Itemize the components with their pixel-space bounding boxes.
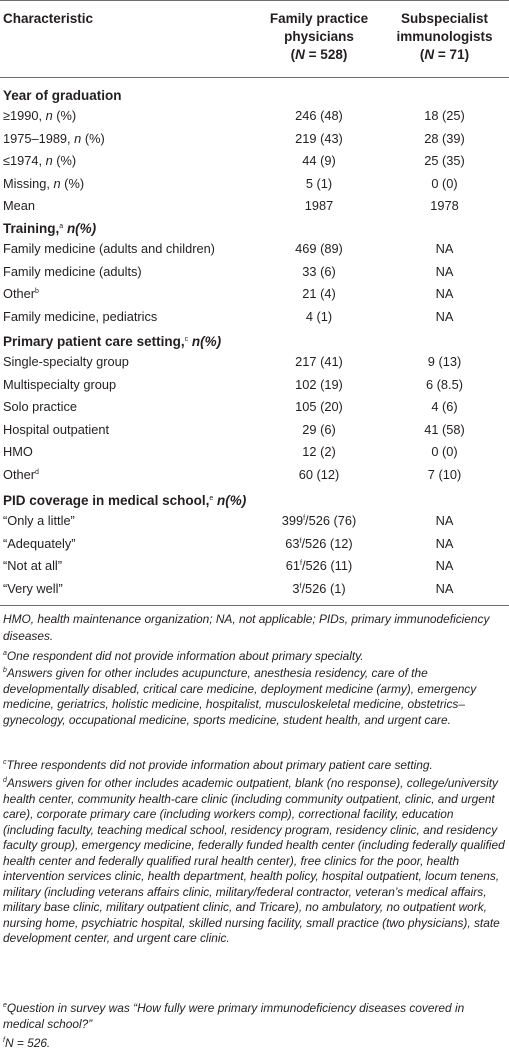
footnote-f: $^f$N = 526. bbox=[3, 1036, 51, 1050]
family-practice-value: 4 (1) bbox=[305, 308, 333, 324]
subspecialist-value: 28 (39) bbox=[424, 130, 465, 146]
subspecialist-value: 4 (6) bbox=[431, 399, 458, 415]
row-label: Hospital outpatient bbox=[3, 421, 109, 437]
family-practice-value: 12 (2) bbox=[302, 444, 336, 460]
family-practice-value: 217 (41) bbox=[295, 354, 343, 369]
subspecialist-value: 25 (35) bbox=[424, 153, 465, 169]
family-practice-value: 21 (4) bbox=[302, 286, 336, 302]
subspecialist-value: NA bbox=[435, 263, 454, 279]
family-practice-value: 44 (9) bbox=[302, 153, 336, 169]
family-practice-value: 1987 bbox=[304, 198, 334, 214]
subspecialist-value: NA bbox=[435, 241, 454, 256]
row-label: Family medicine, pediatrics bbox=[3, 308, 158, 324]
row-label: Missing, n (%) bbox=[3, 175, 85, 191]
subspecialist-value: 0 (0) bbox=[431, 444, 458, 460]
subspecialist-value: 9 (13) bbox=[427, 354, 462, 369]
subspecialist-value: 18 (25) bbox=[424, 108, 465, 123]
row-label: Mean bbox=[3, 198, 36, 214]
family-practice-value: 3$^f$/526 (1) bbox=[292, 580, 346, 596]
row-label: “Only a little” bbox=[3, 513, 75, 528]
row-label: “Adequately” bbox=[3, 535, 76, 551]
family-practice-value: 5 (1) bbox=[305, 175, 333, 191]
footnote-abbreviations: HMO, health maintenance organization; NA, not applicable; PIDs, primary immunodeficiency diseases. bbox=[3, 612, 490, 643]
subspecialist-value: NA bbox=[435, 535, 454, 551]
row-label: 1975–1989, n (%) bbox=[3, 130, 105, 146]
row-label: Single-specialty group bbox=[3, 354, 129, 369]
section-title: PID coverage in medical school,$^e$ n(%) bbox=[3, 493, 247, 508]
row-label: ≥1990, n (%) bbox=[3, 108, 77, 123]
section-title: Training,$^a$ n(%) bbox=[3, 221, 97, 236]
row-label: HMO bbox=[3, 444, 33, 460]
section-title: Primary patient care setting,$^c$ n(%) bbox=[3, 334, 222, 349]
subspecialist-value: 7 (10) bbox=[427, 467, 462, 482]
row-label: “Not at all” bbox=[3, 558, 63, 574]
family-practice-value: 102 (19) bbox=[295, 376, 343, 392]
family-practice-value: 399$^f$/526 (76) bbox=[281, 513, 357, 528]
row-label: Family medicine (adults) bbox=[3, 263, 142, 279]
family-practice-value: 63$^f$/526 (12) bbox=[285, 535, 353, 551]
row-label: Multispecialty group bbox=[3, 376, 117, 392]
section-title: Year of graduation bbox=[3, 88, 122, 103]
row-label: “Very well” bbox=[3, 580, 63, 596]
subspecialist-value: 0 (0) bbox=[431, 175, 458, 191]
subspecialist-value: NA bbox=[435, 308, 454, 324]
footnote-b: $^b$Answers given for other includes acupuncture, anesthesia residency, care of the developmentally disabled, critical care medicine, deployment medicine (army), emergency medicine, geriatrics, holistic medicine, hospitalist, musculoskeletal medicine, obstetrics–gynecology, occupational medicine, sports medicine, student health, and urgent care. bbox=[3, 666, 477, 727]
subspecialist-value: NA bbox=[435, 286, 454, 302]
family-practice-value: 246 (48) bbox=[295, 108, 343, 123]
subspecialist-value: 41 (58) bbox=[424, 421, 465, 437]
top-rule bbox=[0, 0, 509, 1]
family-practice-value: 33 (6) bbox=[302, 263, 336, 279]
header-family-practice: Family practice physicians (N = 528) bbox=[269, 11, 369, 62]
family-practice-value: 105 (20) bbox=[295, 399, 343, 415]
header-subspecialist: Subspecialist immunologists (N = 71) bbox=[396, 11, 493, 62]
row-label: Solo practice bbox=[3, 399, 77, 415]
subspecialist-value: NA bbox=[435, 558, 454, 574]
subspecialist-value: NA bbox=[435, 513, 454, 528]
family-practice-value: 29 (6) bbox=[302, 421, 336, 437]
family-practice-value: 469 (89) bbox=[295, 241, 343, 256]
row-label: Other$^d$ bbox=[3, 467, 39, 482]
family-practice-value: 60 (12) bbox=[298, 467, 340, 482]
subspecialist-value: 1978 bbox=[430, 198, 459, 214]
footnote-d: $^d$Answers given for other includes academic outpatient, blank (no response), college/university health center, community health-care clinic (including community outpatient, clinic, and urgent care), corporate primary care (including workers comp), correctional facility, education (including faculty, teaching medical school, residency program, residency clinic, and residency faculty group), emergency medicine, federally funded health center (including federally qualified health center and federally qualified rural health center), free clinics for the poor, health intervention services clinic, health department, health policy, hospital outpatient, locum tenens, military (including veterans affairs clinic, military/federal contractor, veteran’s medical affairs, military base clinic, military outpatient clinic, and Tricare), no ambulatory, no outpatient work, nursing home, psychiatric hospital, skilled nursing facility, small practice (two physicians), state development center, and urgent care clinic. bbox=[3, 776, 505, 945]
family-practice-value: 61$^f$/526 (11) bbox=[285, 558, 353, 574]
family-practice-value: 219 (43) bbox=[295, 130, 343, 146]
subspecialist-value: 6 (8.5) bbox=[426, 376, 463, 392]
subspecialist-value: NA bbox=[435, 580, 454, 596]
bottom-rule bbox=[0, 605, 509, 606]
header-rule bbox=[0, 77, 509, 78]
row-label: Other$^b$ bbox=[3, 286, 39, 302]
row-label: Family medicine (adults and children) bbox=[3, 241, 215, 256]
row-label: ≤1974, n (%) bbox=[3, 153, 77, 169]
footnote-c: $^c$Three respondents did not provide information about primary patient care setting. bbox=[3, 758, 433, 772]
footnote-a: $^a$One respondent did not provide information about primary specialty. bbox=[3, 649, 364, 663]
footnote-e: $^e$Question in survey was “How fully were primary immunodeficiency diseases covered in medical school?” bbox=[3, 1001, 465, 1031]
header-characteristic: Characteristic bbox=[3, 11, 94, 26]
